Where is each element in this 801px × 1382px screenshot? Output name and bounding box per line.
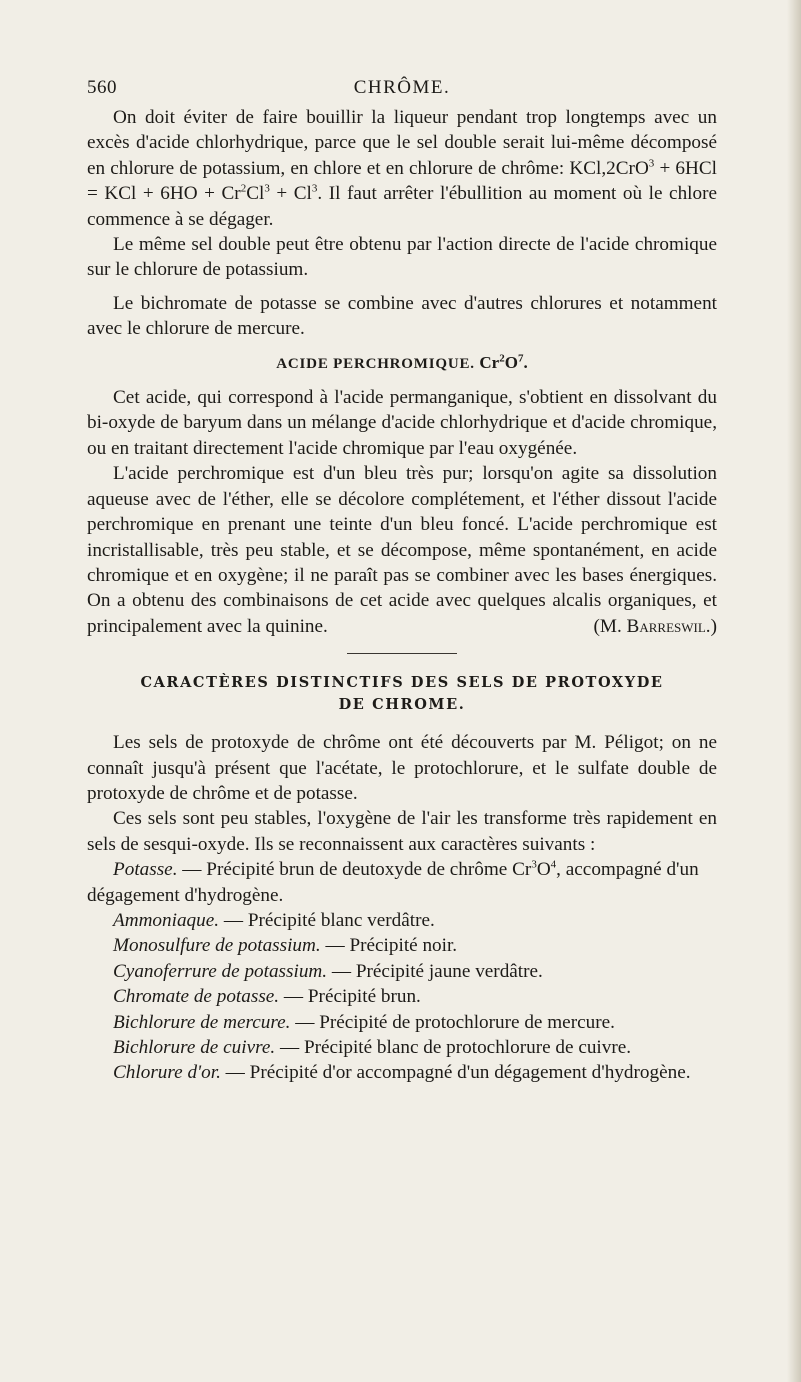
reaction-item: Monosulfure de potassium. — Précipité noir.	[113, 935, 458, 957]
reaction-item: Potasse. — Précipité brun de deutoxyde de chrôme $Cr^3O^4$, accompagné d'un dégagement d'hydrogène.	[87, 858, 699, 906]
page-number: 560	[87, 77, 117, 98]
reaction-item: Bichlorure de mercure. — Précipité de protochlorure de mercure.	[113, 1011, 615, 1033]
section-divider	[347, 653, 457, 654]
page-edge-shadow	[787, 0, 801, 1382]
paragraph-bichromate: Le bichromate de potasse se combine avec d'autres chlorures et notamment avec le chlorure de mercure.	[87, 292, 717, 340]
paragraph-perchromic-properties: L'acide perchromique est d'un bleu très pur; lorsqu'on agite sa dissolution aqueuse avec de l'éther, elle se décolore complétement, et l'éther dissout l'acide perchromique en prenant une teinte d'un bleu foncé. L'acide perchromique est incristallisable, très peu stable, et se décompose, même spontanément, en acide chromique et en oxygène; il ne paraît pas se combiner avec les bases énergiques. On a obtenu des combinaisons de cet acide avec quelques alcalis organiques, et principalement avec la quinine. (M. Barreswil.)	[87, 461, 717, 639]
paragraph-protoxide-discovery: Les sels de protoxyde de chrôme ont été découverts par M. Péligot; on ne connaît jusqu'à présent que l'acétate, le protochlorure, et le sulfate double de protoxyde de chrôme et de potasse.	[87, 732, 717, 804]
paragraph-direct-action: Le même sel double peut être obtenu par l'action directe de l'acide chromique sur le chlorure de potassium.	[87, 234, 717, 281]
equation: KCl,2CrO$^3$ + 6HCl = KCl + $6HO + Cr^2Cl^3 + Cl^3$	[87, 157, 718, 205]
reaction-item: Chromate de potasse. — Précipité brun.	[113, 986, 421, 1008]
reaction-item: Bichlorure de cuivre. — Précipité blanc de protochlorure de cuivre.	[113, 1037, 632, 1058]
reaction-item: Cyanoferrure de potassium. — Précipité jaune verdâtre.	[113, 960, 543, 982]
running-head	[87, 77, 717, 103]
paragraph-decomposition: On doit éviter de faire bouillir la liqueur pendant trop longtemps avec un excès d'acide chlorhydrique, parce que le sel double serait lui-même décomposé en chlorure de potassium, en chlore et en chlorure de chrôme: KCl,2CrO$^3$ + 6HCl = KCl + $6HO + Cr^2Cl^3 + Cl^3$. Il faut arrêter l'ébullition au moment où le chlore commence à se dégager.	[87, 107, 718, 230]
section-heading-perchromic-acid: ACIDE PERCHROMIQUE. $Cr^2O^7$.	[276, 352, 528, 372]
running-title: CHRÔME.	[353, 77, 451, 98]
perchromic-formula: $Cr^2O^7$.	[479, 352, 528, 372]
reaction-item: Chlorure d'or. — Précipité d'or accompagné d'un dégagement d'hydrogène.	[113, 1062, 691, 1084]
reaction-item: Ammoniaque. — Précipité blanc verdâtre.	[113, 909, 435, 931]
section-heading-protoxide-salts: CARACTÈRES DISTINCTIFS DES SELS DE PROTOXYDE DE CHROME.	[140, 674, 664, 714]
attribution: (M. Barreswil.)	[593, 615, 717, 637]
reaction-list	[87, 857, 717, 1086]
body-text	[87, 105, 717, 1086]
paragraph-protoxide-stability: Ces sels sont peu stables, l'oxygène de l'air les transforme très rapidement en sels de sesqui-oxyde. Ils se reconnaissent aux caractères suivants :	[87, 808, 717, 855]
paragraph-perchromic-preparation: Cet acide, qui correspond à l'acide permanganique, s'obtient en dissolvant du bi-oxyde de baryum dans un mélange d'acide chlorhydrique et d'acide chromique, ou en traitant directement l'acide chromique par l'eau oxygénée.	[87, 387, 717, 459]
